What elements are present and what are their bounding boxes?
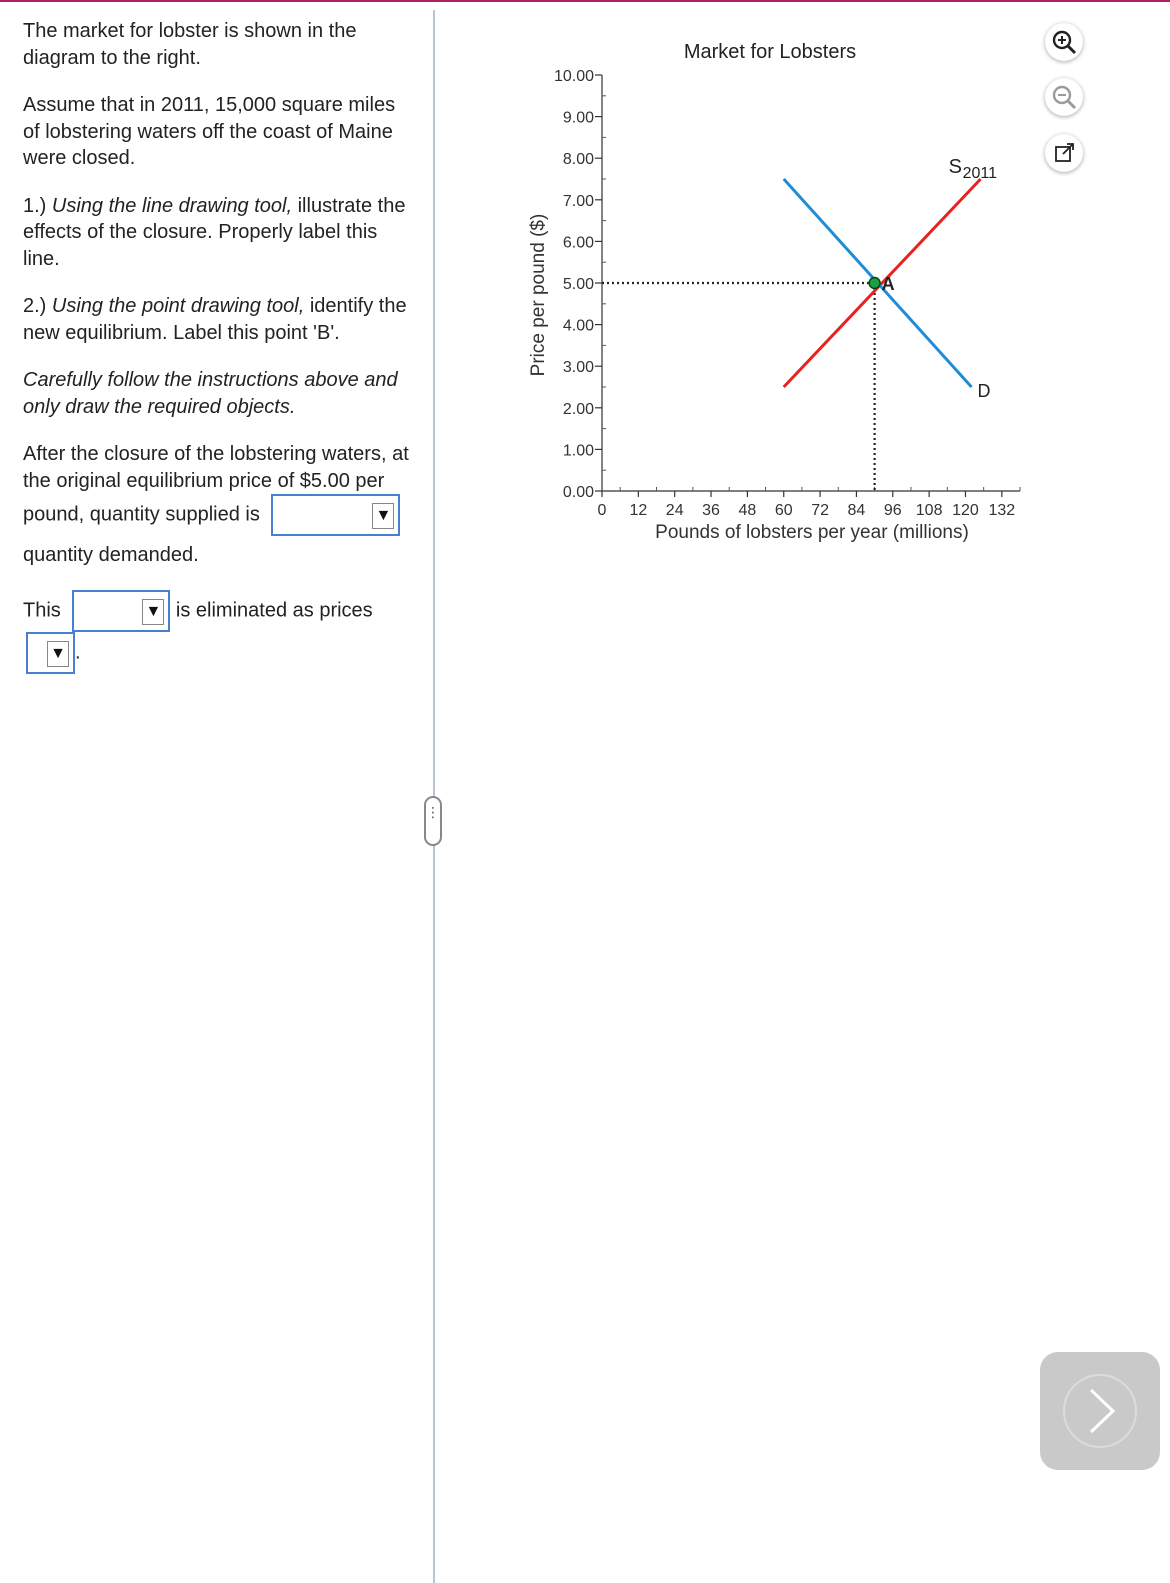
assume-text: Assume that in 2011, 15,000 square miles of lobstering waters off the coast of Maine were closed. <box>23 94 396 169</box>
next-button[interactable] <box>1040 1352 1160 1470</box>
y-tick-label: 10.00 <box>553 68 594 85</box>
y-tick-label: 3.00 <box>562 359 594 377</box>
this-label: This <box>23 598 61 621</box>
chevron-down-icon[interactable]: ▼ <box>142 599 164 625</box>
x-tick-label: 96 <box>883 502 902 519</box>
x-axis-label: Pounds of lobsters per year (millions) <box>655 522 969 543</box>
x-tick-label: 120 <box>952 502 979 519</box>
divider-grip-handle[interactable]: ⋮ <box>424 796 442 846</box>
step-1-number: 1.) <box>23 194 47 217</box>
after-closure-question <box>23 441 413 569</box>
zoom-out-icon <box>1045 78 1083 116</box>
step-1 <box>23 193 413 273</box>
chevron-down-icon[interactable]: ▼ <box>47 641 69 667</box>
x-tick-label: 24 <box>665 502 684 519</box>
y-tick-label: 6.00 <box>562 234 594 252</box>
y-tick-label: 0.00 <box>562 484 594 501</box>
x-tick-label: 12 <box>629 502 648 519</box>
lobster-market-chart[interactable] <box>510 30 1030 560</box>
external-link-icon <box>1045 134 1083 172</box>
after-closure-text: After the closure of the lobstering waters, at the original equilibrium price of $5.00 per pound, quantity supplied is <box>23 443 409 526</box>
question-panel <box>23 18 413 695</box>
step-2 <box>23 293 413 346</box>
elimination-question <box>23 590 413 674</box>
step-2-number: 2.) <box>23 295 47 317</box>
step-2-text: identify the new equilibrium. Label this point 'B'. <box>23 295 407 344</box>
y-tick-label: 7.00 <box>562 192 594 210</box>
x-tick-label: 132 <box>988 502 1016 519</box>
x-tick-label: 0 <box>597 502 607 519</box>
shortage-surplus-dropdown[interactable] <box>72 590 170 632</box>
y-tick-label: 5.00 <box>562 276 594 293</box>
zoom-in-icon <box>1045 23 1083 61</box>
top-accent-bar <box>0 0 1170 2</box>
x-tick-label: 84 <box>847 502 866 519</box>
equilibrium-label: A <box>881 274 895 294</box>
supply-label: S <box>948 156 962 178</box>
y-tick-label: 1.00 <box>562 442 594 460</box>
instruction-note: Carefully follow the instructions above and only draw the required objects. <box>23 369 398 418</box>
quantity-comparison-dropdown[interactable] <box>271 494 400 536</box>
x-tick-label: 48 <box>738 502 757 519</box>
y-tick-label: 2.00 <box>562 400 594 418</box>
chart-title: Market for Lobsters <box>683 41 857 63</box>
step-2-tool: Using the point drawing tool, <box>51 295 305 317</box>
x-tick-label: 36 <box>702 502 720 519</box>
supply-label-subscript: 2011 <box>962 165 998 182</box>
period-text: . <box>75 640 81 663</box>
y-tick-label: 9.00 <box>562 109 594 127</box>
x-tick-label: 108 <box>915 502 943 519</box>
chevron-down-icon[interactable]: ▼ <box>372 503 394 529</box>
zoom-out-button[interactable] <box>1045 78 1083 116</box>
intro-text: The market for lobster is shown in the diagram to the right. <box>23 20 357 69</box>
x-tick-label: 72 <box>811 502 829 519</box>
step-1-text: illustrate the effects of the closure. Properly label this line. <box>23 194 406 270</box>
zoom-in-button[interactable] <box>1045 23 1083 61</box>
y-tick-label: 4.00 <box>562 317 594 335</box>
demand-label: D <box>977 381 991 401</box>
chevron-right-icon <box>1040 1352 1160 1470</box>
price-direction-dropdown[interactable] <box>26 632 75 674</box>
x-tick-label: 60 <box>774 502 793 519</box>
y-axis-label: Price per pound ($) <box>528 213 549 377</box>
eliminated-text: is eliminated as prices <box>175 598 373 621</box>
after-closure-tail: quantity demanded. <box>23 544 199 566</box>
expand-button[interactable] <box>1045 134 1083 172</box>
y-tick-label: 8.00 <box>562 151 594 169</box>
step-1-tool: Using the line drawing tool, <box>51 194 293 217</box>
equilibrium-point-a <box>869 278 880 289</box>
